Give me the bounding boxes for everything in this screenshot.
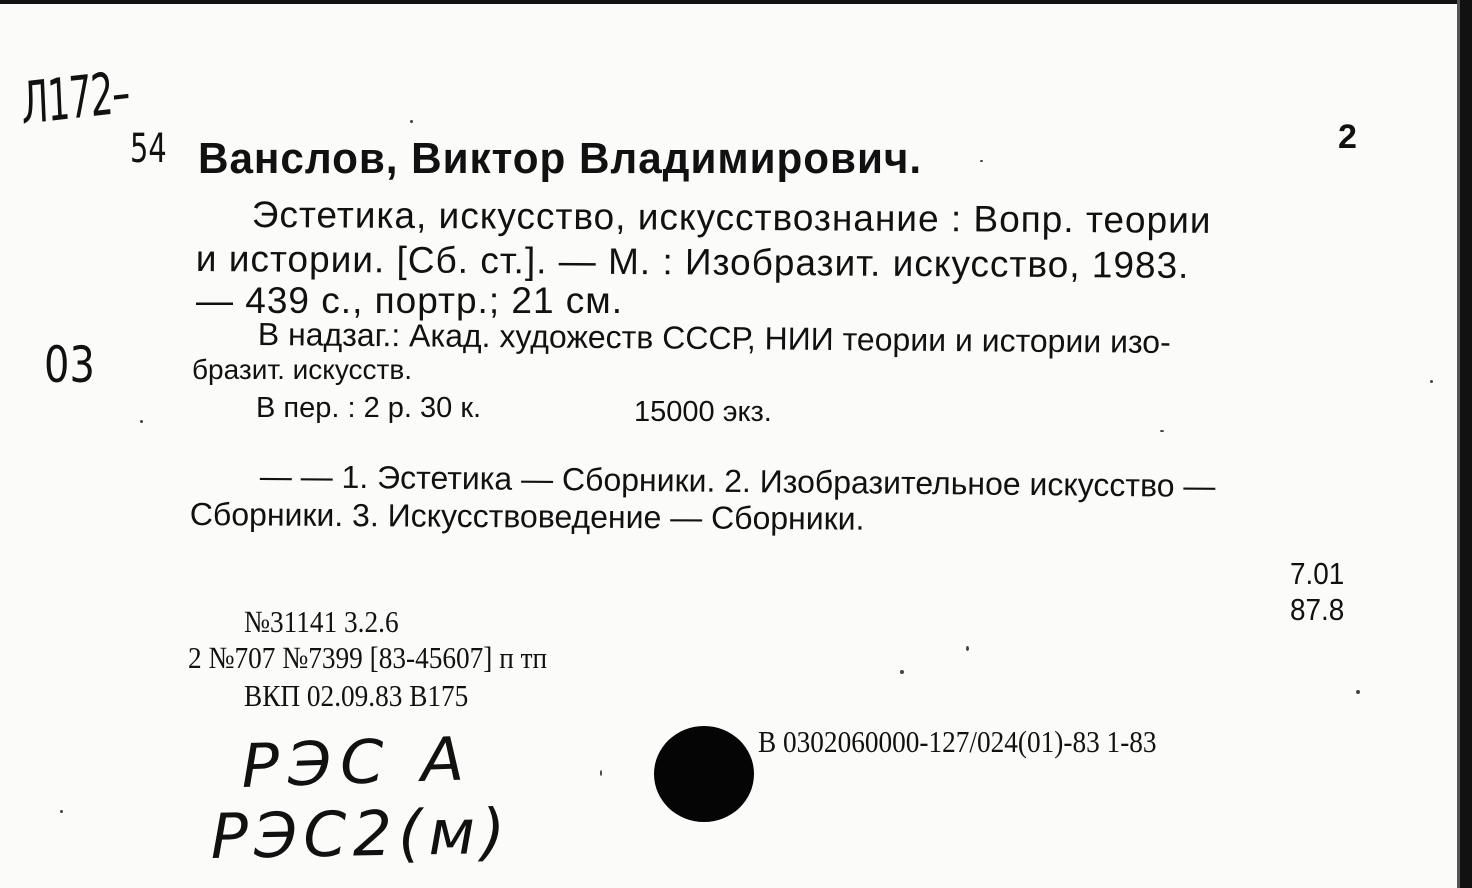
card-edge-top [0, 0, 1472, 4]
call-mark-top: Л172– [20, 57, 131, 138]
title-line-3: — 439 с., портр.; 21 см. [196, 280, 624, 321]
scan-speck [140, 420, 143, 423]
card-edge-right [1460, 0, 1472, 888]
call-mark-bottom: 54 [130, 126, 167, 172]
classification-2: 87.8 [1290, 592, 1345, 627]
author-heading: Ванслов, Виктор Владимирович. [198, 134, 923, 183]
punch-hole [654, 726, 754, 822]
accession-line-3: ВКП 02.09.83 В175 [244, 678, 469, 713]
price: В пер. : 2 р. 30 к. [256, 392, 482, 424]
publication-code: В 0302060000-127/024(01)-83 1-83 [758, 724, 1157, 759]
accession-line-2: 2 №707 №7399 [83-45607] п тп [188, 640, 548, 675]
note-line-1: В надзаг.: Акад. художеств СССР, НИИ теории и истории изо- [257, 316, 1171, 360]
accession-line-1: №31141 3.2.6 [244, 604, 399, 639]
scan-speck [1160, 430, 1164, 432]
side-mark: 03 [44, 336, 95, 394]
scan-speck [966, 646, 969, 651]
title-line-2: и истории. [Сб. ст.]. — М. : Изобразит. искусство, 1983. [195, 238, 1190, 286]
print-run: 15000 экз. [634, 396, 772, 428]
scan-speck [980, 160, 983, 162]
handwritten-note-1: РЭС А [240, 724, 474, 802]
scan-speck [1430, 380, 1433, 383]
card-number: 2 [1338, 118, 1357, 156]
scan-speck [410, 120, 413, 123]
title-line-1: Эстетика, искусство, искусствознание : Вопр. теории [251, 194, 1212, 241]
scan-speck [600, 770, 602, 776]
subjects-line-2: Сборники. 3. Искусствоведение — Сборники. [189, 496, 865, 537]
subjects-line-1: — — 1. Эстетика — Сборники. 2. Изобразительное искусство — [259, 458, 1216, 505]
note-line-2: бразит. искусств. [192, 354, 412, 385]
scan-speck [1356, 690, 1360, 694]
scan-speck [60, 810, 63, 813]
scan-speck [900, 670, 904, 674]
classification-1: 7.01 [1290, 556, 1345, 591]
handwritten-note-2: РЭС2(м) [210, 794, 512, 873]
